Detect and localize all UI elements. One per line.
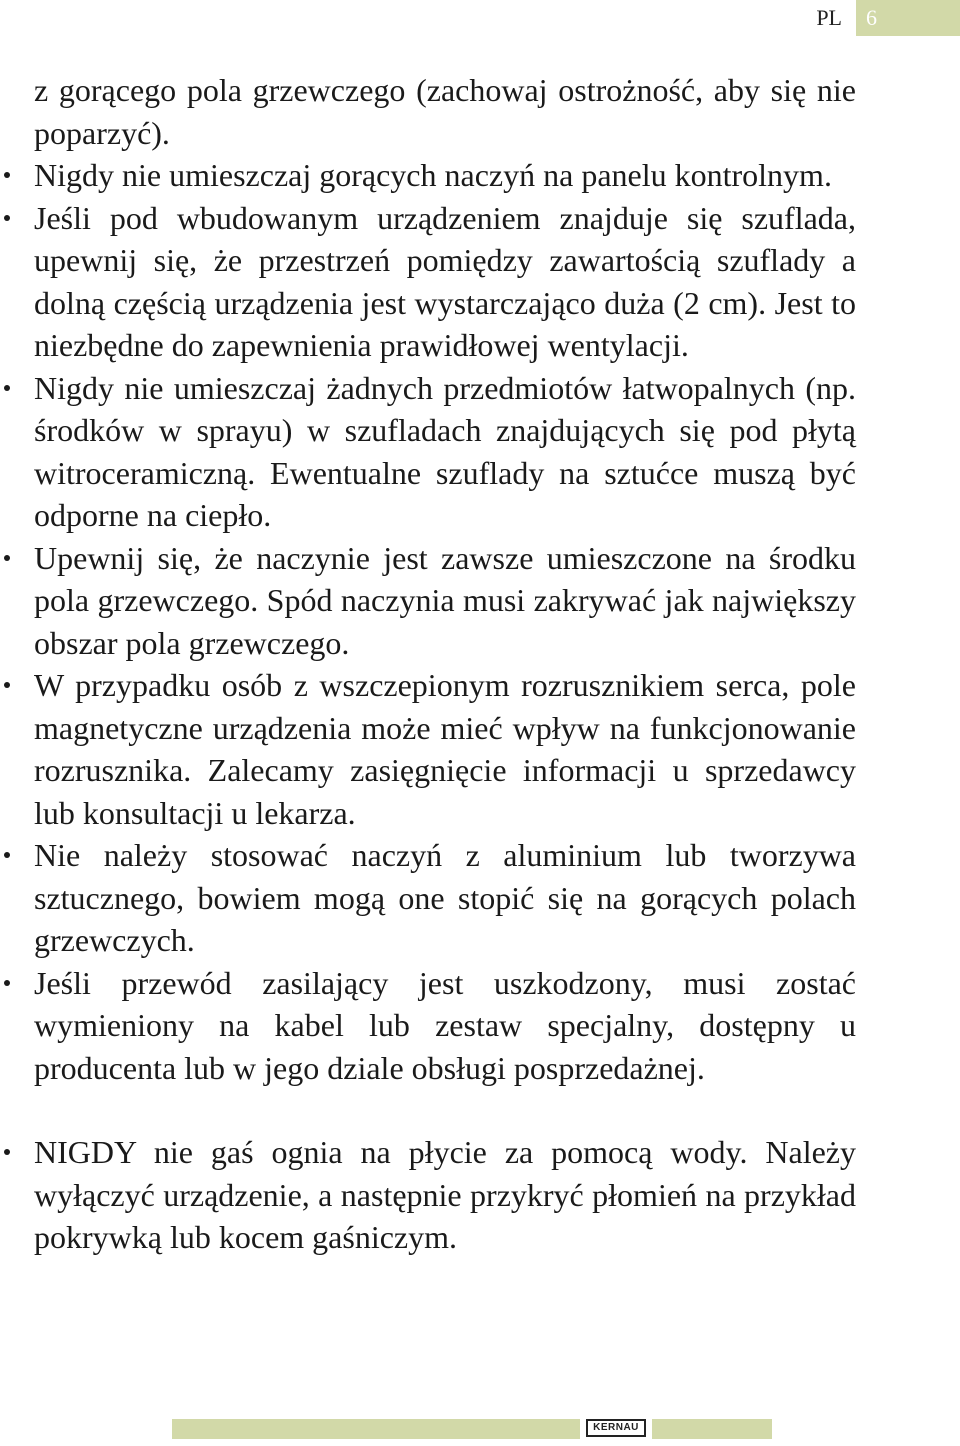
manual-text: [34, 69, 856, 1259]
bullet-item: Nigdy nie umieszczaj żadnych przedmiotów łatwopalnych (np. środków w sprayu) w szufladach znajdujących się pod płytą witroceramiczną. Ewentualne szuflady na sztućce muszą być odporne na ciepło.: [34, 367, 856, 537]
bullet-item: Nie należy stosować naczyń z aluminium lub tworzywa sztucznego, bowiem mogą one stopić się na gorących polach grzewczych.: [34, 834, 856, 962]
page-number: 6: [856, 0, 960, 36]
bullet-item: Jeśli pod wbudowanym urządzeniem znajduje się szuflada, upewnij się, że przestrzeń pomiędzy zawartością szuflady a dolną częścią urządzenia jest wystarczająco duża (2 cm). Jest to niezbędne do zapewnienia prawidłowej wentylacji.: [34, 197, 856, 367]
footer-accent-bar-right: [652, 1419, 772, 1439]
brand-logo: KERNAU: [586, 1419, 646, 1437]
page-header: [816, 0, 960, 36]
bullet-item: W przypadku osób z wszczepionym rozrusznikiem serca, pole magnetyczne urządzenia może mieć wpływ na funkcjonowanie rozrusznika. Zalecamy zasięgnięcie informacji u sprzedawcy lub konsultacji u lekarza.: [34, 664, 856, 834]
footer-accent-bar: [172, 1419, 580, 1439]
bullet-item: Jeśli przewód zasilający jest uszkodzony, musi zostać wymieniony na kabel lub zestaw specjalny, dostępny u producenta lub w jego dziale obsługi posprzedażnej.: [34, 962, 856, 1090]
bullet-item: NIGDY nie gaś ognia na płycie za pomocą wody. Należy wyłączyć urządzenie, a następnie przykryć płomień na przykład pokrywką lub kocem gaśniczym.: [34, 1131, 856, 1259]
bullet-item: Upewnij się, że naczynie jest zawsze umieszczone na środku pola grzewczego. Spód naczynia musi zakrywać jak największy obszar pola grzewczego.: [34, 537, 856, 665]
language-label: PL: [816, 5, 842, 30]
intro-paragraph: z gorącego pola grzewczego (zachowaj ostrożność, aby się nie poparzyć).: [34, 72, 856, 151]
bullet-item: Nigdy nie umieszczaj gorących naczyń na panelu kontrolnym.: [34, 154, 856, 197]
